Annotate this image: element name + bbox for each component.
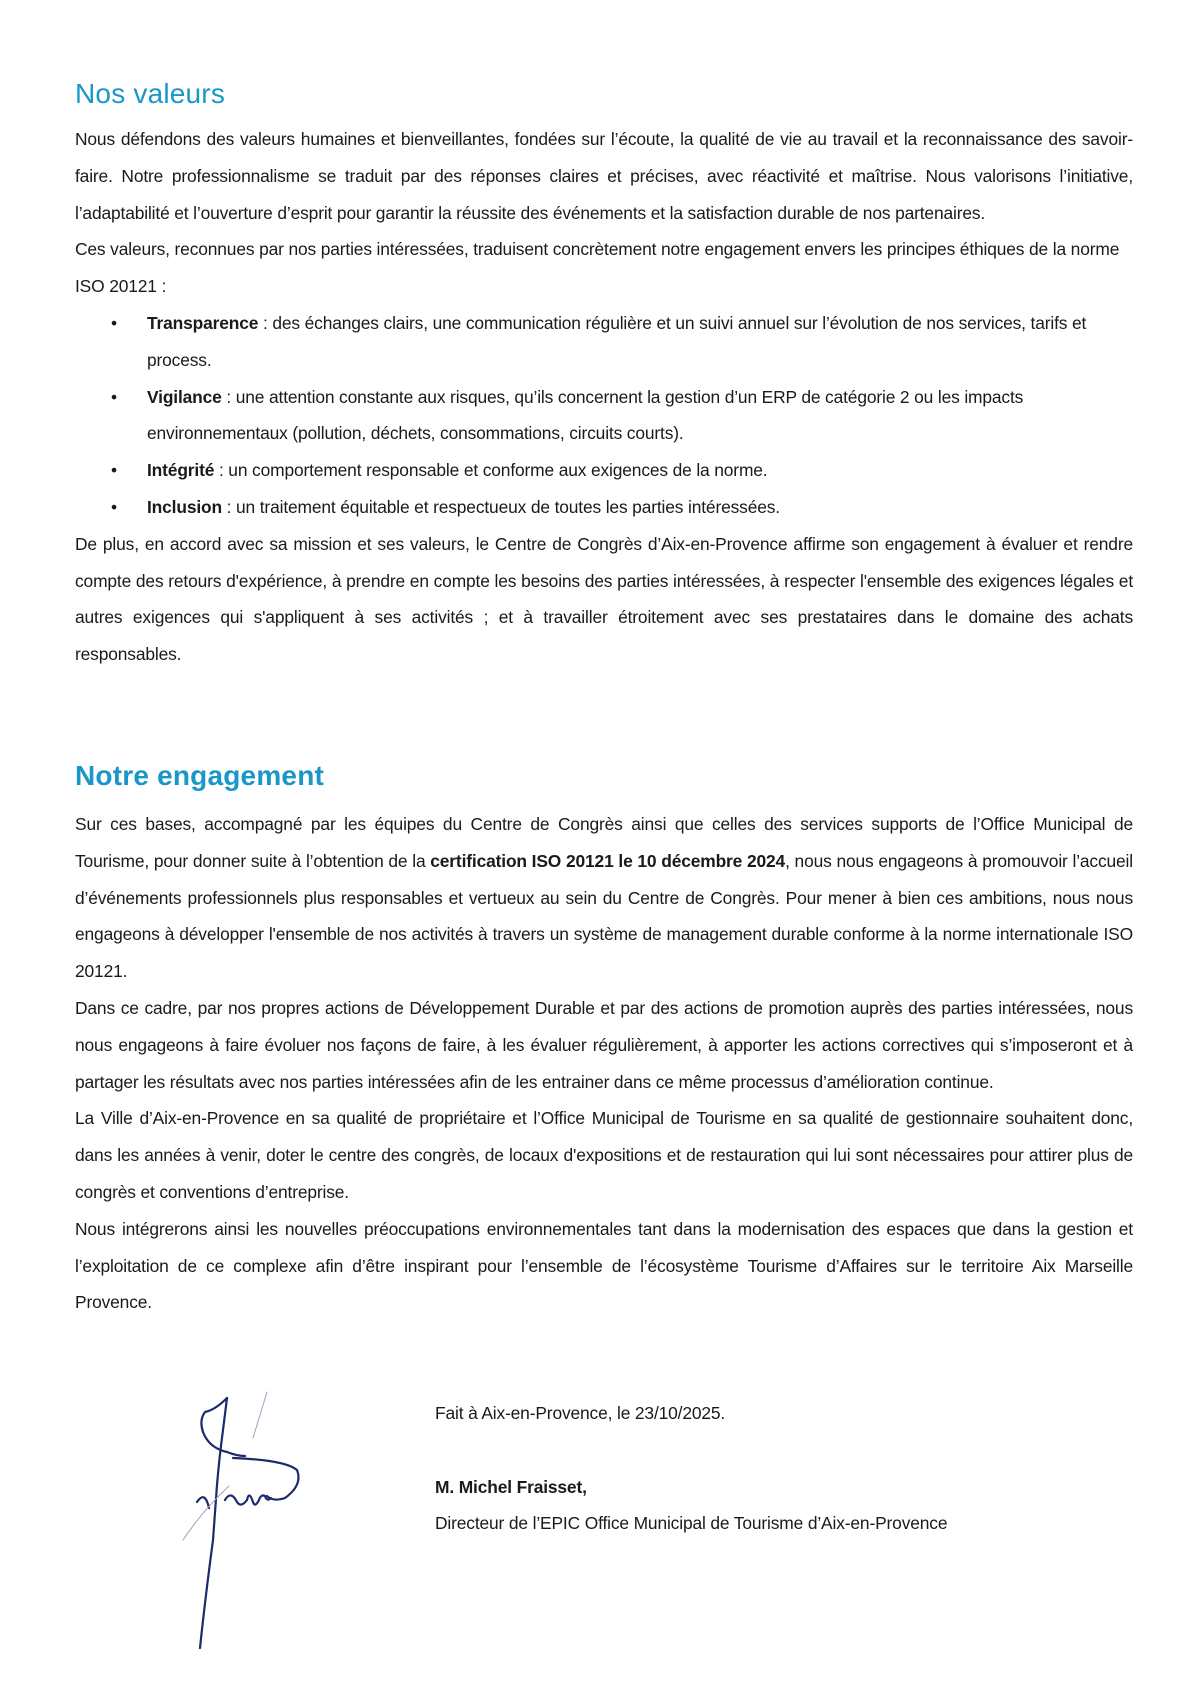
- bullet-text: : un traitement équitable et respectueux de toutes les parties intéressées.: [221, 496, 780, 517]
- bullet-item-transparence: [75, 305, 1133, 379]
- engagement-paragraph-4: Nous intégrerons ainsi les nouvelles préoccupations environnementales tant dans la modernisation des espaces que dans la gestion et l’exploitation de ce complexe afin d’être inspirant pour l’ensemble de l’écosystème Tourisme d’Affaires sur le territoire Aix Marseille Provence.: [75, 1218, 1133, 1313]
- bullet-icon: •: [111, 386, 117, 407]
- bullet-text: : un comportement responsable et conforme aux exigences de la norme.: [214, 460, 768, 481]
- signatory-name-text: M. Michel Fraisset,: [435, 1476, 587, 1497]
- bullet-icon: •: [111, 496, 117, 517]
- bullet-term: Vigilance: [147, 386, 222, 407]
- bullet-term: Intégrité: [147, 460, 215, 481]
- text-run: Sur ces bases, accompagné par les équipes du Centre de Congrès ainsi que celles des services supports de l’Office Municipal de Tourisme, pour donner suite à l’obtention de la: [75, 814, 1133, 871]
- bullet-text: : des échanges clairs, une communication régulière et un suivi annuel sur l’évolution de nos services, tarifs et process.: [147, 312, 1087, 370]
- heading-nos-valeurs: Nos valeurs: [75, 78, 226, 109]
- engagement-paragraph-3: La Ville d’Aix-en-Provence en sa qualité de propriétaire et l’Office Municipal de Tourisme en sa qualité de gestionnaire souhaitent donc, dans les années à venir, doter le centre des congrès, de locaux d'expositions et de restauration qui lui sont nécessaires pour attirer plus de congrès et conventions d’entreprise.: [75, 1108, 1133, 1202]
- values-lead-paragraph: Ces valeurs, reconnues par nos parties intéressées, traduisent concrètement notre engagement envers les principes éthiques de la norme ISO 20121 :: [75, 239, 1120, 297]
- bullet-term: Transparence: [147, 312, 259, 333]
- certification-highlight: certification ISO 20121 le 10 décembre 2024: [430, 850, 786, 871]
- engagement-paragraph-1: [75, 806, 1133, 990]
- spacer: [435, 1432, 947, 1469]
- signatory-name: [435, 1469, 947, 1506]
- bullet-icon: •: [111, 460, 117, 481]
- heading-notre-engagement: Notre engagement: [75, 760, 325, 791]
- text-run: , nous nous engageons à promouvoir l’accueil d’événements professionnels plus responsables et vertueux au sein du Centre de Congrès. Pour mener à bien ces ambitions, nous nous engageons à développer l'ensemble de nos activités à travers un système de management durable conforme à la norme internationale ISO 20121.: [75, 850, 1133, 982]
- bullet-term: Inclusion: [147, 496, 222, 517]
- bullet-item-integrite: [75, 452, 1133, 489]
- bullet-text: : une attention constante aux risques, qu’ils concernent la gestion d’un ERP de catégorie 2 ou les impacts environnementaux (pollution, déchets, consommations, circuits courts).: [147, 386, 1024, 444]
- section-engagement-body: [75, 806, 1133, 1321]
- values-bullet-list: [75, 305, 1133, 526]
- bullet-item-inclusion: [75, 489, 1133, 526]
- section-values-body: [75, 121, 1133, 673]
- signature-block: [435, 1395, 947, 1542]
- place-and-date: Fait à Aix-en-Provence, le 23/10/2025.: [435, 1403, 726, 1423]
- values-closing-paragraph: De plus, en accord avec sa mission et ses valeurs, le Centre de Congrès d’Aix-en-Provence affirme son engagement à évaluer et rendre compte des retours d'expérience, à prendre en compte les besoins des parties intéressées, à respecter l'ensemble des exigences légales et autres exigences qui s'appliquent à ses activités ; et à travailler étroitement avec ses prestataires dans le domaine des achats responsables.: [75, 533, 1133, 665]
- handwritten-signature-icon: [175, 1390, 395, 1655]
- signatory-role: Directeur de l’EPIC Office Municipal de Tourisme d’Aix-en-Provence: [435, 1513, 948, 1534]
- bullet-item-vigilance: [75, 379, 1133, 453]
- bullet-icon: •: [111, 312, 117, 333]
- engagement-paragraph-2: Dans ce cadre, par nos propres actions de Développement Durable et par des actions de promotion auprès des parties intéressées, nous nous engageons à faire évoluer nos façons de faire, à les évaluer régulièrement, à apporter les actions correctives qui s’imposeront et à partager les résultats avec nos parties intéressées afin de les entrainer dans ce même processus d’amélioration continue.: [75, 997, 1133, 1092]
- values-intro-paragraph: Nous défendons des valeurs humaines et bienveillantes, fondées sur l’écoute, la qualité de vie au travail et la reconnaissance des savoir-faire. Notre professionnalisme se traduit par des réponses claires et précises, avec réactivité et maîtrise. Nous valorisons l’initiative, l’adaptabilité et l’ouverture d’esprit pour garantir la réussite des événements et la satisfaction durable de nos partenaires.: [75, 129, 1133, 223]
